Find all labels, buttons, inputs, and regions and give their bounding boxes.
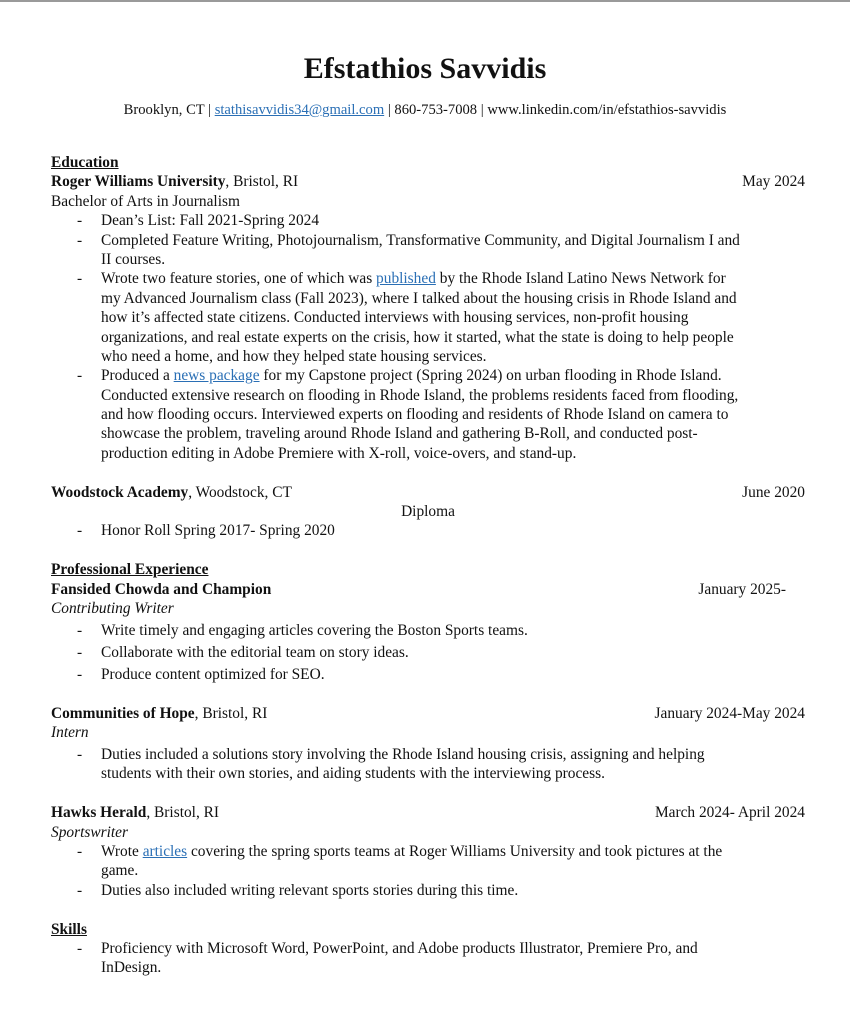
published-link[interactable]: published bbox=[376, 270, 436, 288]
location: Brooklyn, CT bbox=[123, 102, 205, 118]
location: , Bristol, RI bbox=[225, 173, 299, 191]
bullet-text: showcase the problem, traveling around Rhode Island and gathering B-Roll, and conducted post- bbox=[101, 425, 698, 443]
location: , Bristol, RI bbox=[146, 804, 220, 822]
bullet-text: Duties included a solutions story involving the Rhode Island housing crisis, assigning and helping bbox=[101, 746, 705, 764]
bullet-dash: - bbox=[77, 212, 83, 230]
bullet-text: game. bbox=[101, 862, 139, 880]
list-item bbox=[51, 643, 805, 662]
resume-name: Efstathios Savvidis bbox=[303, 52, 547, 85]
bullet-text: Honor Roll Spring 2017- Spring 2020 bbox=[101, 522, 335, 540]
separator: | bbox=[204, 102, 215, 118]
bullet-text: my Advanced Journalism class (Fall 2023), where I talked about the housing crisis in Rhode Island and bbox=[101, 289, 737, 307]
institution: Roger Williams University bbox=[51, 173, 226, 191]
bullet-text: Proficiency with Microsoft Word, PowerPoint, and Adobe products Illustrator, Premiere Pro, and bbox=[101, 940, 698, 957]
bullet-text: Wrote two feature stories, one of which was bbox=[101, 270, 377, 288]
list-item bbox=[51, 211, 805, 230]
articles-link[interactable]: articles bbox=[142, 843, 188, 861]
bullet-text: Completed Feature Writing, Photojournalism, Transformative Community, and Digital Journalism I and bbox=[101, 231, 740, 249]
section-heading-skills: Skills bbox=[51, 920, 87, 938]
bullet-dash: - bbox=[77, 270, 83, 288]
list-item bbox=[51, 881, 805, 900]
bullet-text: covering the spring sports teams at Roger Williams University and took pictures at the bbox=[187, 843, 723, 861]
list-item bbox=[51, 521, 805, 540]
bullet-dash: - bbox=[77, 231, 83, 249]
bullet-dash: - bbox=[77, 522, 83, 540]
role: Sportswriter bbox=[51, 823, 128, 841]
contact-line bbox=[0, 102, 850, 119]
bullet-dash: - bbox=[77, 643, 83, 661]
news-package-link[interactable]: news package bbox=[173, 367, 260, 385]
list-item bbox=[51, 269, 805, 288]
date: January 2025- bbox=[698, 580, 786, 598]
bullet-text: InDesign. bbox=[101, 959, 162, 977]
bullet-text: for my Capstone project (Spring 2024) on urban flooding in Rhode Island. bbox=[259, 367, 722, 385]
bullet-dash: - bbox=[77, 746, 83, 764]
role: Intern bbox=[51, 724, 89, 742]
separator: | bbox=[384, 102, 395, 118]
date: May 2024 bbox=[742, 173, 805, 191]
list-item bbox=[51, 665, 805, 684]
employer: Fansided Chowda and Champion bbox=[51, 580, 272, 598]
phone: 860-753-7008 bbox=[394, 102, 478, 118]
bullet-text: and how flooding occurs. Interviewed experts on flooding and residents of Rhode Island on camera to bbox=[101, 406, 729, 424]
section-heading-experience: Professional Experience bbox=[51, 561, 209, 579]
bullet-text: how it’s affected state citizens. Conducted interviews with housing services, non-profit housing bbox=[101, 309, 689, 327]
bullet-dash: - bbox=[77, 367, 83, 385]
employer: Hawks Herald bbox=[51, 804, 147, 822]
email-link[interactable]: stathisavvidis34@gmail.com bbox=[214, 102, 385, 118]
page-top-border bbox=[0, 0, 850, 2]
spacer bbox=[51, 684, 805, 703]
bullet-dash: - bbox=[77, 665, 83, 683]
degree: Diploma bbox=[401, 503, 455, 521]
role: Contributing Writer bbox=[51, 599, 174, 617]
bullet-text: Collaborate with the editorial team on story ideas. bbox=[101, 643, 409, 661]
location: , Woodstock, CT bbox=[188, 483, 292, 501]
list-item bbox=[51, 231, 805, 250]
date: January 2024-May 2024 bbox=[654, 704, 805, 722]
location: , Bristol, RI bbox=[194, 704, 268, 722]
bullet-text: students with their own stories, and aiding students with the interviewing process. bbox=[101, 765, 605, 783]
bullet-dash: - bbox=[77, 843, 83, 861]
bullet-text: Write timely and engaging articles covering the Boston Sports teams. bbox=[101, 621, 528, 639]
separator: | bbox=[477, 102, 488, 118]
spacer bbox=[51, 900, 805, 919]
entry-header bbox=[51, 803, 805, 822]
list-item bbox=[51, 621, 805, 640]
bullet-text: Dean’s List: Fall 2021-Spring 2024 bbox=[101, 212, 320, 230]
entry-header bbox=[51, 483, 805, 502]
date: March 2024- April 2024 bbox=[654, 804, 805, 822]
section-heading-education: Education bbox=[51, 154, 119, 171]
bullet-text: Produced a bbox=[101, 367, 174, 385]
bullet-dash: - bbox=[77, 940, 83, 957]
spacer bbox=[51, 463, 805, 482]
list-item bbox=[51, 842, 805, 861]
degree: Bachelor of Arts in Journalism bbox=[51, 192, 240, 210]
spacer bbox=[51, 541, 805, 560]
list-item bbox=[51, 939, 805, 958]
list-item bbox=[51, 745, 805, 764]
entry-header bbox=[51, 704, 805, 723]
spacer bbox=[51, 784, 805, 803]
bullet-text: who need a home, and how they helped state housing services. bbox=[101, 347, 487, 365]
bullet-text: Wrote bbox=[101, 843, 143, 861]
entry-header bbox=[51, 580, 805, 599]
bullet-text: Conducted extensive research on flooding in Rhode Island, the problems residents faced from flooding, bbox=[101, 386, 739, 404]
bullet-text: production editing in Adobe Premiere with X-roll, voice-overs, and stand-up. bbox=[101, 444, 577, 462]
institution: Woodstock Academy bbox=[51, 483, 189, 501]
list-item bbox=[51, 366, 805, 385]
bullet-text: Produce content optimized for SEO. bbox=[101, 665, 325, 683]
bullet-text: II courses. bbox=[101, 250, 166, 268]
linkedin: www.linkedin.com/in/efstathios-savvidis bbox=[487, 102, 727, 118]
employer: Communities of Hope bbox=[51, 704, 195, 722]
resume-body bbox=[51, 153, 805, 978]
bullet-text: by the Rhode Island Latino News Network for bbox=[435, 270, 726, 288]
bullet-dash: - bbox=[77, 621, 83, 639]
bullet-text: organizations, and real estate experts on the crisis, how it started, what the state is doing to help people bbox=[101, 328, 734, 346]
date: June 2020 bbox=[742, 483, 805, 501]
bullet-dash: - bbox=[77, 881, 83, 899]
bullet-text: Duties also included writing relevant sports stories during this time. bbox=[101, 881, 519, 899]
entry-header bbox=[51, 172, 805, 191]
